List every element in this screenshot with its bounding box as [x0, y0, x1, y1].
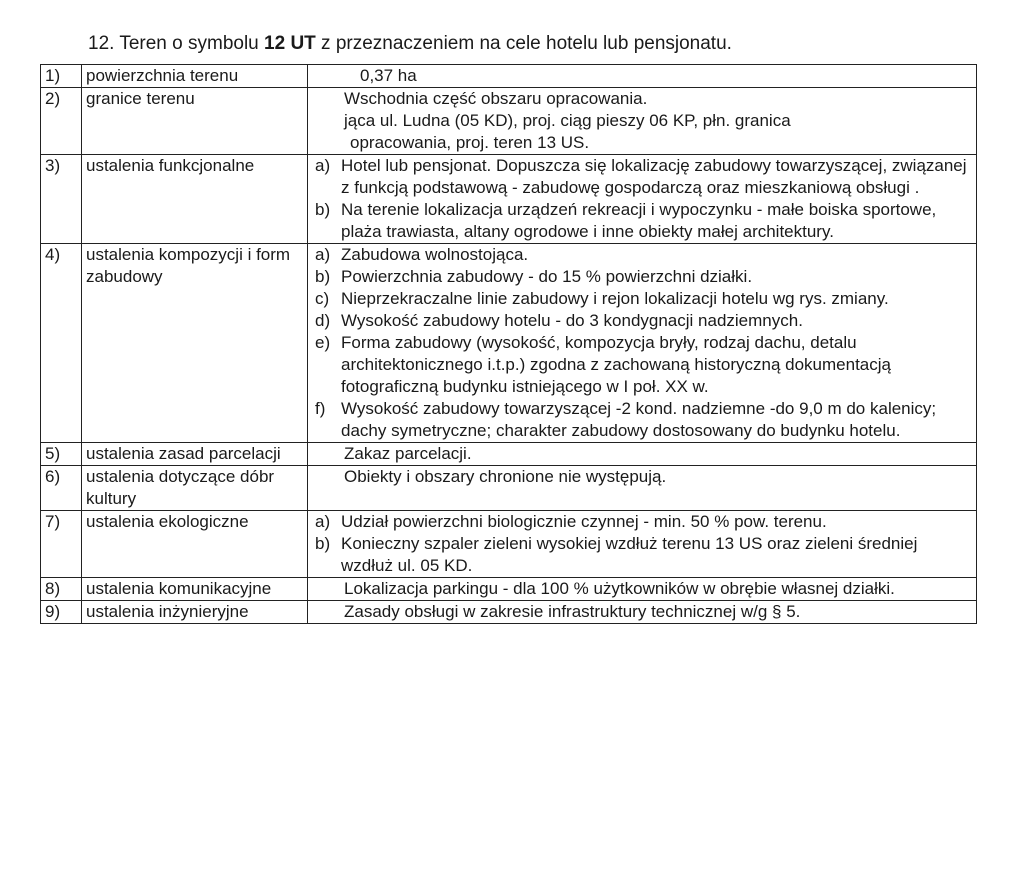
row-label: ustalenia inżynieryjne	[82, 601, 308, 624]
item-marker: a)	[315, 156, 331, 175]
row-label: ustalenia zasad parcelacji	[82, 443, 308, 466]
item-text: Forma zabudowy (wysokość, kompozycja bryły, rodzaj dachu, detalu architektonicznego i.t.p.) zgodna z zachowaną historyczną dokumentacją fotograficzną budynku istniejącego w I poł. XX w.	[341, 333, 891, 396]
item-marker: b)	[315, 267, 331, 286]
item-marker: e)	[315, 333, 331, 352]
item-marker: a)	[315, 245, 331, 264]
list-item	[312, 199, 972, 243]
item-text: Konieczny szpaler zieleni wysokiej wzdłuż terenu 13 US oraz zieleni średniej wzdłuż ul. 05 KD.	[341, 534, 918, 575]
content-text: Zasady obsługi w zakresie infrastruktury technicznej w/g § 5.	[344, 602, 801, 621]
item-text: Udział powierzchni biologicznie czynnej - min. 50 % pow. terenu.	[341, 512, 827, 531]
row-label: powierzchnia terenu	[82, 65, 308, 88]
list-item	[312, 398, 972, 442]
content-line: Wschodnia część obszaru opracowania.	[344, 89, 648, 108]
row-number: 4)	[41, 244, 82, 443]
row-number: 1)	[41, 65, 82, 88]
table-row	[41, 155, 977, 244]
table-row	[41, 65, 977, 88]
list-item	[312, 155, 972, 199]
title-symbol: 12 UT	[264, 33, 316, 54]
row-number: 3)	[41, 155, 82, 244]
item-marker: a)	[315, 512, 331, 531]
row-label: granice terenu	[82, 88, 308, 155]
title-prefix: 12. Teren o symbolu	[88, 33, 265, 54]
title-suffix: z przeznaczeniem na cele hotelu lub pensjonatu.	[315, 33, 732, 54]
row-content	[308, 155, 977, 244]
row-number: 2)	[41, 88, 82, 155]
content-line: opracowania, proj. teren 13 US.	[350, 133, 590, 152]
item-marker: d)	[315, 311, 331, 330]
row-label: ustalenia dotyczące dóbr kultury	[82, 466, 308, 511]
list-item	[312, 332, 972, 398]
row-content	[308, 65, 977, 88]
item-text: Powierzchnia zabudowy - do 15 % powierzchni działki.	[341, 267, 753, 286]
item-text: Wysokość zabudowy towarzyszącej -2 kond. nadziemne -do 9,0 m do kalenicy; dachy symetryczne; charakter zabudowy dostosowany do budynku hotelu.	[341, 399, 937, 440]
item-text: Wysokość zabudowy hotelu - do 3 kondygnacji nadziemnych.	[341, 311, 803, 330]
content-text: Zakaz parcelacji.	[344, 444, 472, 463]
row-number: 5)	[41, 443, 82, 466]
table-row	[41, 88, 977, 155]
content-line: jąca ul. Ludna (05 KD), proj. ciąg pieszy 06 KP, płn. granica	[344, 111, 791, 130]
content-text: Obiekty i obszary chronione nie występują.	[344, 467, 667, 486]
row-number: 7)	[41, 511, 82, 578]
item-text: Hotel lub pensjonat. Dopuszcza się lokalizację zabudowy towarzyszącej, związanej z funkcją podstawową - zabudowę gospodarczą oraz mieszkaniową obsługi .	[341, 156, 967, 197]
row-content	[308, 578, 977, 601]
row-label: ustalenia kompozycji i form zabudowy	[82, 244, 308, 443]
row-content	[308, 443, 977, 466]
row-content	[308, 601, 977, 624]
list-item	[312, 533, 972, 577]
document-title	[88, 33, 732, 55]
table-row	[41, 443, 977, 466]
row-content	[308, 88, 977, 155]
item-marker: c)	[315, 289, 330, 308]
table-row	[41, 601, 977, 624]
row-content	[308, 511, 977, 578]
item-marker: b)	[315, 534, 331, 553]
row-content	[308, 244, 977, 443]
table-row	[41, 578, 977, 601]
item-text: Zabudowa wolnostojąca.	[341, 245, 529, 264]
item-text: Nieprzekraczalne linie zabudowy i rejon lokalizacji hotelu wg rys. zmiany.	[341, 289, 889, 308]
item-marker: b)	[315, 200, 331, 219]
list-item	[312, 288, 972, 310]
row-label: ustalenia komunikacyjne	[82, 578, 308, 601]
regulations-table	[40, 64, 977, 624]
list-item	[312, 310, 972, 332]
row-label: ustalenia funkcjonalne	[82, 155, 308, 244]
content-text: 0,37 ha	[360, 66, 417, 85]
table-row	[41, 511, 977, 578]
row-number: 8)	[41, 578, 82, 601]
table-row	[41, 244, 977, 443]
table-row	[41, 466, 977, 511]
row-content	[308, 466, 977, 511]
row-label: ustalenia ekologiczne	[82, 511, 308, 578]
list-item	[312, 511, 972, 533]
list-item	[312, 244, 972, 266]
item-marker: f)	[315, 399, 326, 418]
item-text: Na terenie lokalizacja urządzeń rekreacji i wypoczynku - małe boiska sportowe, plaża trawiasta, altany ogrodowe i inne obiekty małej architektury.	[341, 200, 937, 241]
content-text: Lokalizacja parkingu - dla 100 % użytkowników w obrębie własnej działki.	[344, 579, 895, 598]
row-number: 6)	[41, 466, 82, 511]
list-item	[312, 266, 972, 288]
row-number: 9)	[41, 601, 82, 624]
